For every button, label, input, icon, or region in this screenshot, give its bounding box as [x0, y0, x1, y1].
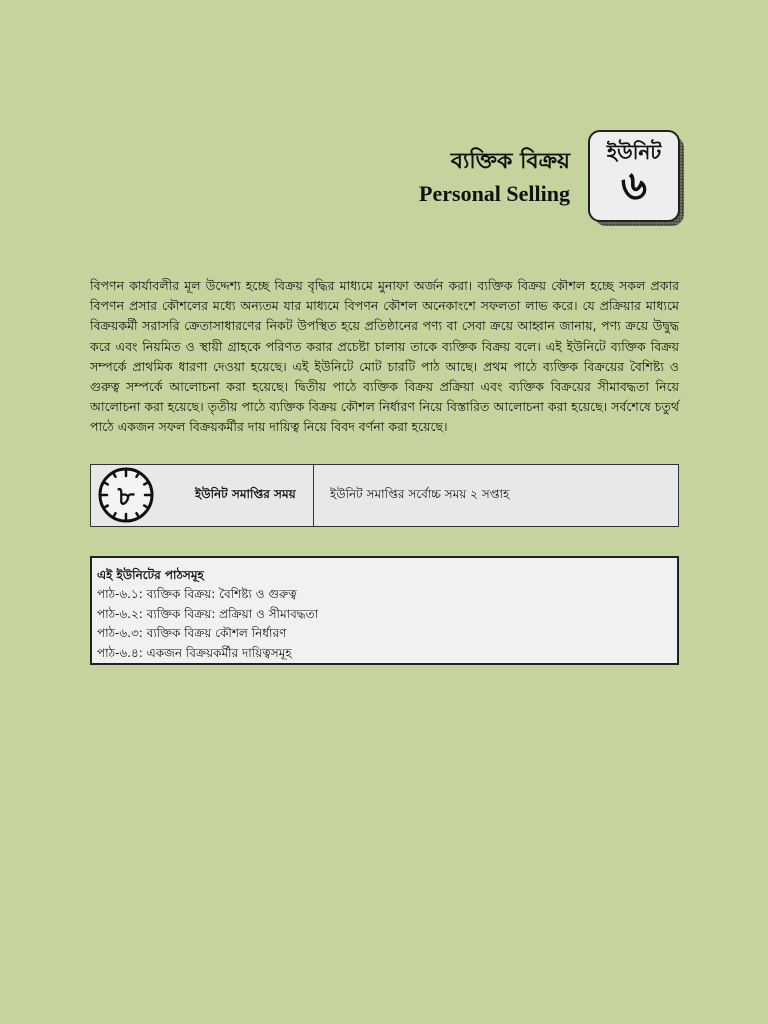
unit-time-label-cell: [91, 465, 314, 526]
clock-icon: [97, 466, 155, 524]
lesson-item-1: পাঠ-৬.১: ব্যক্তিক বিক্রয়: বৈশিষ্ট্য ও গুরুত্ব: [97, 587, 297, 601]
lessons-title: এই ইউনিটের পাঠসমূহ: [97, 568, 204, 582]
unit-badge-number: ৬: [620, 163, 647, 209]
unit-badge: [588, 130, 680, 222]
unit-badge-label: ইউনিট: [606, 140, 662, 164]
unit-time-label: ইউনিট সমাপ্তির সময়: [195, 487, 296, 501]
lesson-item-4: পাঠ-৬.৪: একজন বিক্রয়কর্মীর দায়িত্বসমূহ: [97, 645, 292, 660]
unit-title-bengali: ব্যক্তিক বিক্রয়: [450, 149, 570, 174]
lesson-item-3: পাঠ-৬.৩: ব্যক্তিক বিক্রয় কৌশল নির্ধারণ: [97, 626, 287, 640]
intro-paragraph: বিপণন কার্যাবলীর মূল উদ্দেশ্য হচ্ছে বিক্রয় বৃদ্ধির মাধ্যমে মুনাফা অর্জন করা। ব্যক্তিক বিক্রয় কৌশল হচ্ছে সকল প্রকার বিপণন প্রসার কৌশলের মধ্যে অন্যতম যার মাধ্যমে বিপণন কৌশল অনেকাংশে সফলতা লাভ করে। যে প্রক্রিয়ার মাধ্যমে বিক্রয়কর্মী সরাসরি ক্রেতাসাধারণের নিকট উপস্থিত হয়ে প্রতিষ্ঠানের পণ্য বা সেবা ক্রয়ে আহ্বান জানায়, পণ্য ক্রয়ে উদ্বুদ্ধ করে এবং নিয়মিত ও স্থায়ী গ্রাহকে পরিণত করার প্রচেষ্টা চালায় তাকে ব্যক্তিক বিক্রয় বলে। এই ইউনিটে ব্যক্তিক বিক্রয় সম্পর্কে প্রাথমিক ধারণা দেওয়া হয়েছে। এই ইউনিটে মোট চারটি পাঠ আছে। প্রথম পাঠে ব্যক্তিক বিক্রয়ের বৈশিষ্ট্য ও গুরুত্ব সম্পর্কে আলোচনা করা হয়েছে। দ্বিতীয় পাঠে ব্যক্তিক বিক্রয় প্রক্রিয়া এবং ব্যক্তিক বিক্রয়ের সীমাবদ্ধতা নিয়ে আলোচনা করা হয়েছে। তৃতীয় পাঠে ব্যক্তিক বিক্রয় কৌশল নির্ধারণ নিয়ে বিস্তারিত আলোচনা করা হয়েছে। সর্বশেষে চতুর্থ পাঠে একজন সফল বিক্রয়কর্মীর দায় দায়িত্ব নিয়ে বিবদ বর্ণনা করা হয়েছে।: [90, 278, 679, 435]
unit-time-box: [90, 464, 679, 527]
lessons-box: [90, 556, 679, 665]
unit-title-english: Personal Selling: [419, 181, 570, 206]
lesson-item-2: পাঠ-৬.২: ব্যক্তিক বিক্রয়: প্রক্রিয়া ও সীমাবদ্ধতা: [97, 606, 319, 621]
clock-digit: ৮: [117, 482, 135, 512]
unit-max-time: ইউনিট সমাপ্তির সর্বোচ্চ সময় ২ সপ্তাহ: [330, 487, 510, 501]
